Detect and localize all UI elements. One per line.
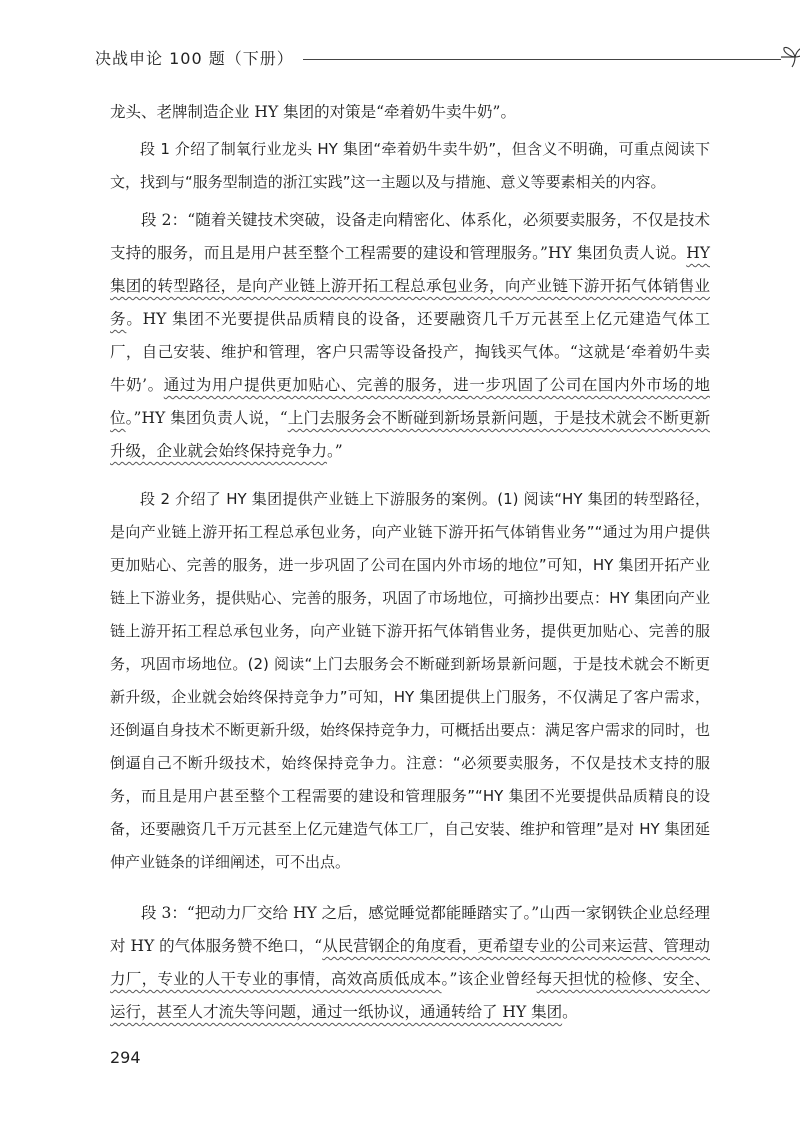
text-run: 。”该企业曾经 (441, 970, 537, 988)
text-run: 。HY 集团不光要提供品质精良的设备，还要融资几千万元甚至上亿元建造气体工厂，自己安装、维护和管理，客户只需等设备投产，掏钱买气体。“这就是‘牵着奶牛卖牛奶’。 (110, 310, 710, 394)
source-text (110, 204, 710, 468)
underlined-key-sentence: 上门去服务会不断碰到新场景新问题，于是技术就会不断更新升级，企业就会始终保持竞争力 (110, 409, 710, 460)
sprout-icon (777, 40, 800, 70)
text-line: 龙头、老牌制造企业 HY 集团的对策是“牵着奶牛卖牛奶”。 (110, 103, 516, 121)
analysis-paragraph-1 (110, 133, 710, 199)
text-run: 。” (327, 442, 343, 460)
header-rule (303, 59, 781, 60)
analysis-text: 段 1 介绍了制氧行业龙头 HY 集团“牵着奶牛卖牛奶”，但含义不明确，可重点阅读下文，找到与“服务型制造的浙江实践”这一主题以及与措施、意义等要素相关的内容。 (110, 140, 710, 191)
underlined-key-sentence: HY 集团的转型路径，是向产业链上游开拓工程总承包业务，向产业链下游开拓气体销售业务 (110, 244, 710, 328)
text-run: 。 (562, 1003, 578, 1021)
analysis-text: 段 2 介绍了 HY 集团提供产业链上下游服务的案例。(1) 阅读“HY 集团的转型路径，是向产业链上游开拓工程总承包业务，向产业链下游开拓气体销售业务”“通过为用户提供更加贴心、完善的服务，进一步巩固了公司在国内外市场的地位”可知，HY 集团开拓产业链上下游业务，提供贴心、完善的服务，巩固了市场地位，可摘抄出要点：HY 集团向产业链上游开拓工程总承包业务，向产业链下游开拓气体销售业务，提供更加贴心、完善的服务，巩固市场地位。(2) 阅读“上门去服务会不断碰到新场景新问题，于是技术就会不断更新升级，企业就会始终保持竞争力”可知，HY 集团提供上门服务，不仅满足了客户需求，还倒逼自身技术不断更新升级，始终保持竞争力，可概括出要点：满足客户需求的同时，也倒逼自己不断升级技术，始终保持竞争力。注意：“必须要卖服务，不仅是技术支持的服务，而且是用户甚至整个工程需要的建设和管理服务”“HY 集团不光要提供品质精良的设备，还要融资几千万元甚至上亿元建造气体工厂，自己安装、维护和管理”是对 HY 集团延伸产业链条的详细阐述，可不出点。 (110, 490, 711, 871)
running-header (95, 40, 735, 76)
underlined-key-sentence: 通过为用户提供更加贴心、完善的服务，进一步巩固了公司在国内外市场的地位 (110, 376, 710, 427)
text-run: 。”HY 集团负责人说，“ (125, 409, 288, 427)
text-run: 段 3：“把动力厂交给 HY 之后，感觉睡觉都能睡踏实了。”山西一家钢铁企业总经理对 HY 的气体服务赞不绝口，“ (110, 904, 710, 955)
source-paragraph-2 (110, 204, 710, 468)
underlined-key-sentence: 每天担忧的检修、安全、运行，甚至人才流失等问题，通过一纸协议，通通转给了 HY 集团 (110, 970, 710, 1021)
source-text (110, 897, 710, 1029)
text-run: 段 2：“随着关键技术突破，设备走向精密化、体系化，必须要卖服务，不仅是技术支持的服务，而且是用户甚至整个工程需要的建设和管理服务。”HY 集团负责人说。 (110, 211, 710, 262)
paragraph-intro-tail (110, 96, 710, 129)
analysis-paragraph-2 (110, 483, 710, 879)
underlined-key-sentence: 从民营钢企的角度看，更希望专业的公司来运营、管理动力厂，专业的人干专业的事情，高效高质低成本 (110, 937, 710, 988)
book-title: 决战申论 100 题（下册） (95, 49, 294, 68)
source-paragraph-3 (110, 897, 710, 1029)
page-number: 294 (110, 1048, 141, 1067)
